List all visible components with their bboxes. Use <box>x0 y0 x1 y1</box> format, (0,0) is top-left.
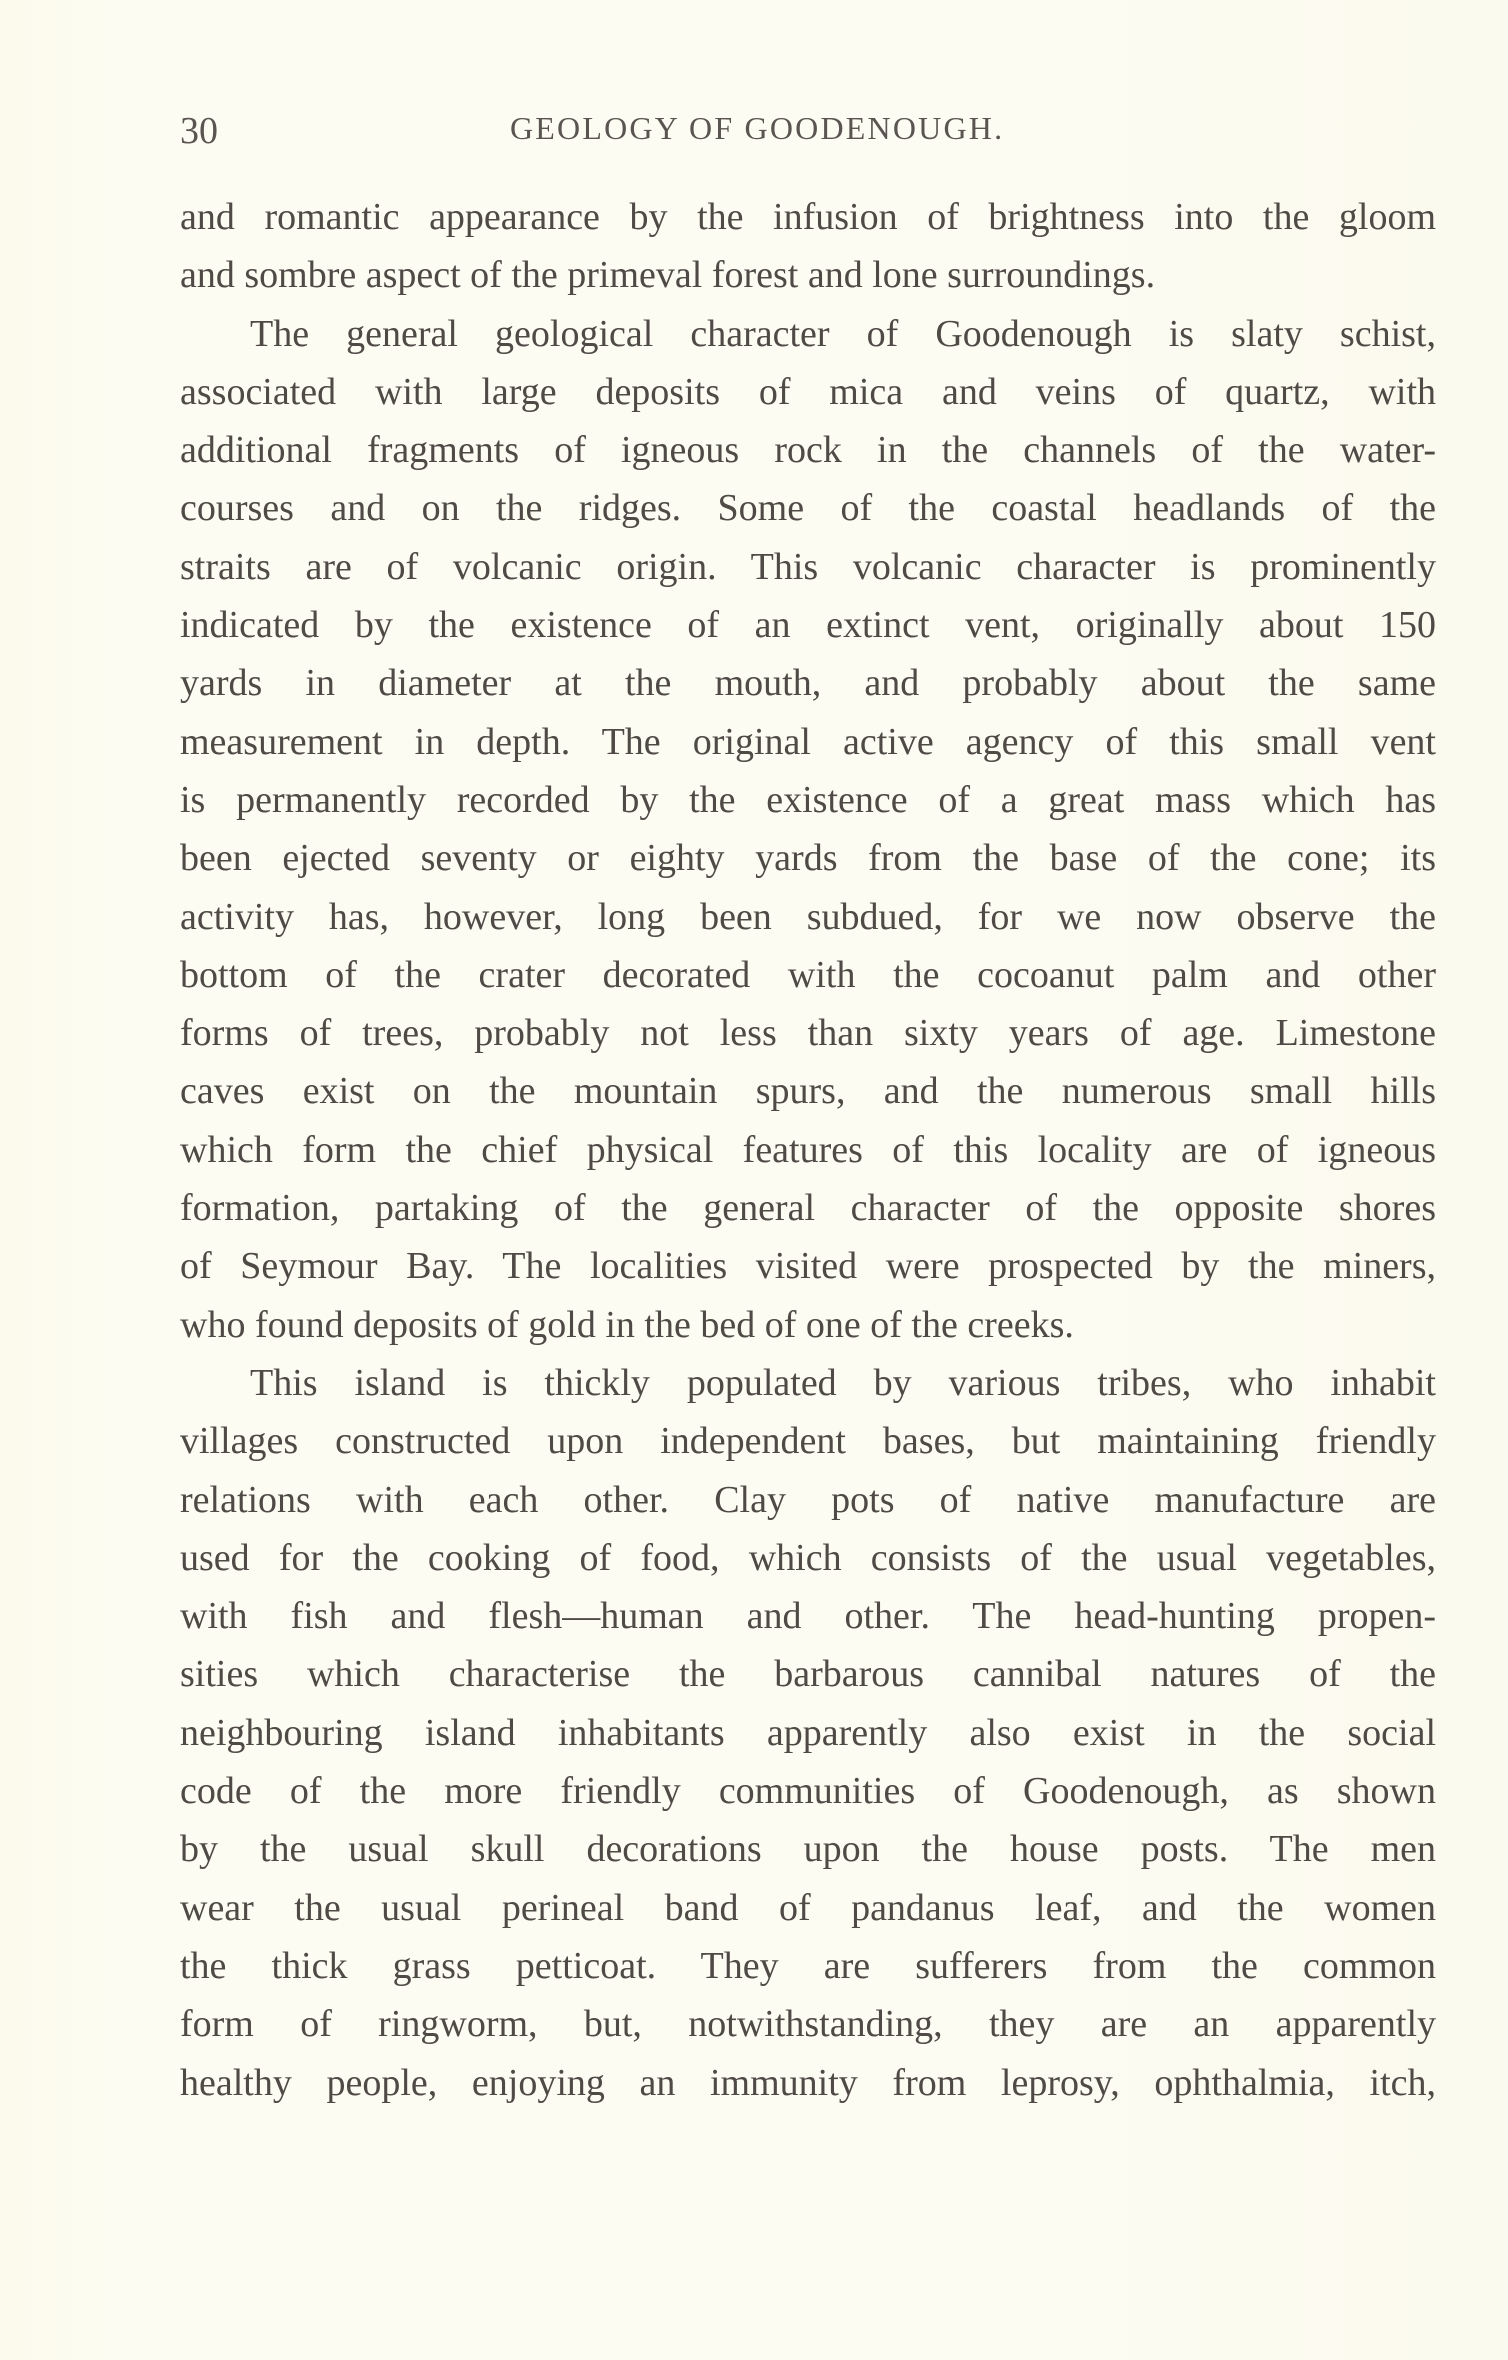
text-line: The general geological character of Goodenough is slaty schist, <box>250 312 1436 355</box>
text-line: villages constructed upon independent bases, but maintaining friendly <box>180 1420 1436 1463</box>
paragraph-2 <box>180 305 1436 1354</box>
text-line: by the usual skull decorations upon the house posts. The men <box>180 1828 1436 1871</box>
text-line: forms of trees, probably not less than sixty years of age. Limestone <box>180 1012 1436 1055</box>
text-line: formation, partaking of the general character of the opposite shores <box>180 1187 1436 1230</box>
page-number: 30 <box>180 110 218 152</box>
running-head: GEOLOGY OF GOODENOUGH. <box>510 110 1005 146</box>
text-line: bottom of the crater decorated with the cocoanut palm and other <box>180 953 1436 996</box>
text-line: is permanently recorded by the existence of a great mass which has <box>180 778 1436 821</box>
text-line: measurement in depth. The original active agency of this small vent <box>180 720 1436 763</box>
text-line: additional fragments of igneous rock in the channels of the water- <box>180 429 1436 472</box>
text-line: with fish and flesh—human and other. The head-hunting propen- <box>180 1595 1436 1638</box>
text-line: activity has, however, long been subdued, for we now observe the <box>180 895 1436 938</box>
text-line: used for the cooking of food, which consists of the usual vegetables, <box>180 1536 1436 1579</box>
text-line: caves exist on the mountain spurs, and the numerous small hills <box>180 1070 1436 1113</box>
text-line: yards in diameter at the mouth, and probably about the same <box>180 662 1436 705</box>
text-line: neighbouring island inhabitants apparently also exist in the social <box>180 1711 1436 1754</box>
text-line: courses and on the ridges. Some of the coastal headlands of the <box>180 487 1436 530</box>
text-line: straits are of volcanic origin. This volcanic character is prominently <box>180 545 1436 588</box>
paragraph-3 <box>180 1354 1436 2112</box>
text-line: relations with each other. Clay pots of native manufacture are <box>180 1478 1436 1521</box>
text-line: associated with large deposits of mica and veins of quartz, with <box>180 370 1436 413</box>
text-line: which form the chief physical features of this locality are of igneous <box>180 1128 1436 1171</box>
text-line: wear the usual perineal band of pandanus leaf, and the women <box>180 1886 1436 1929</box>
text-line: the thick grass petticoat. They are sufferers from the common <box>180 1944 1436 1987</box>
text-line: code of the more friendly communities of Goodenough, as shown <box>180 1770 1436 1813</box>
text-line: indicated by the existence of an extinct vent, originally about 150 <box>180 604 1436 647</box>
text-line: This island is thickly populated by various tribes, who inhabit <box>250 1361 1436 1404</box>
text-line: of Seymour Bay. The localities visited were prospected by the miners, <box>180 1245 1436 1288</box>
text-line: healthy people, enjoying an immunity from leprosy, ophthalmia, itch, <box>180 2061 1436 2104</box>
paragraph-1 <box>180 188 1436 305</box>
text-line: been ejected seventy or eighty yards from the base of the cone; its <box>180 837 1436 880</box>
text-line: and sombre aspect of the primeval forest and lone surroundings. <box>180 254 1156 297</box>
text-line: and romantic appearance by the infusion of brightness into the gloom <box>180 196 1436 238</box>
text-line: who found deposits of gold in the bed of one of the creeks. <box>180 1303 1074 1346</box>
text-line: form of ringworm, but, notwithstanding, they are an apparently <box>180 2003 1436 2046</box>
text-line: sities which characterise the barbarous cannibal natures of the <box>180 1653 1436 1696</box>
body-text <box>180 188 1436 2112</box>
